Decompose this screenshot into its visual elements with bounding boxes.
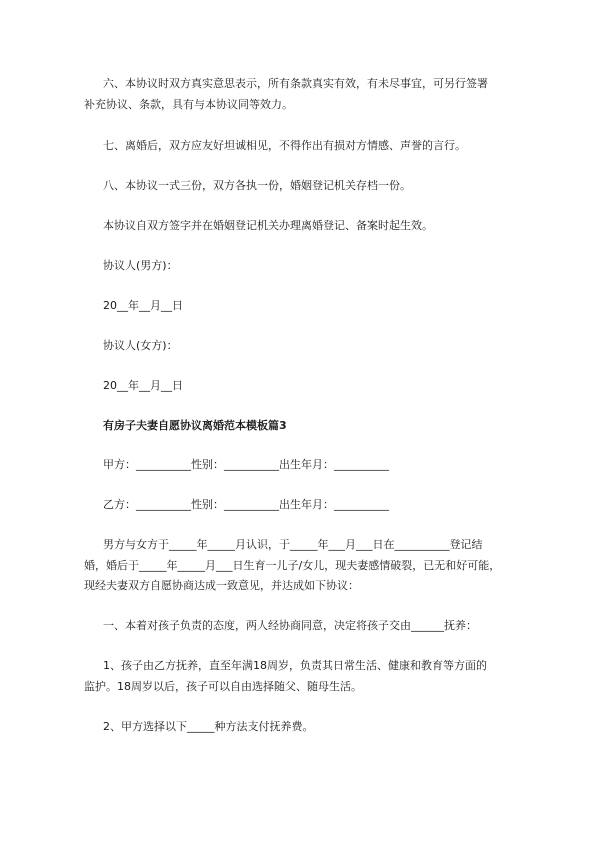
custody-item-2: 2、甲方选择以下_____种方法支付抚养费。 xyxy=(103,720,314,733)
custody-item-1-line-1: 1、孩子由乙方抚养，直至年满18周岁，负责其日常生活、健康和教育等方面的 xyxy=(103,659,487,672)
clause-six-line-2: 补充协议、条款，具有与本协议同等效力。 xyxy=(84,98,293,111)
intro-line-3: 现经夫妻双方自愿协商达成一致意见，并达成如下协议： xyxy=(84,579,359,592)
signatory-male-label: 协议人(男方)： xyxy=(103,259,178,272)
effective-clause: 本协议自双方签字并在婚姻登记机关办理离婚登记、备案时起生效。 xyxy=(103,219,433,232)
party-a-line: 甲方：__________性别：__________出生年月：__________ xyxy=(103,458,389,471)
custody-item-1-line-2: 监护。18周岁以后，孩子可以自由选择随父、随母生活。 xyxy=(84,680,362,693)
section-title: 有房子夫妻自愿协议离婚范本模板篇3 xyxy=(103,419,287,432)
party-b-line: 乙方：__________性别：__________出生年月：__________ xyxy=(103,498,389,511)
clause-six-line-1: 六、本协议时双方真实意思表示，所有条款真实有效，有未尽事宜，可另行签署 xyxy=(103,77,488,90)
signatory-male-date: 20__年__月__日 xyxy=(103,299,183,312)
custody-clause: 一、本着对孩子负责的态度，两人经协商同意，决定将孩子交由______抚养： xyxy=(103,619,477,632)
clause-seven: 七、离婚后，双方应友好坦诚相见，不得作出有损对方情感、声誉的言行。 xyxy=(103,139,466,152)
signatory-female-date: 20__年__月__日 xyxy=(103,379,183,392)
signatory-female-label: 协议人(女方)： xyxy=(103,339,178,352)
intro-line-2: 婚，婚后于_____年_____月___日生育一儿子/女儿，现夫妻感情破裂，已无和好可能， xyxy=(84,559,501,572)
clause-eight: 八、本协议一式三份，双方各执一份，婚姻登记机关存档一份。 xyxy=(103,179,411,192)
intro-line-1: 男方与女方于_____年_____月认识，于_____年___月___日在__________登记结 xyxy=(103,538,483,551)
